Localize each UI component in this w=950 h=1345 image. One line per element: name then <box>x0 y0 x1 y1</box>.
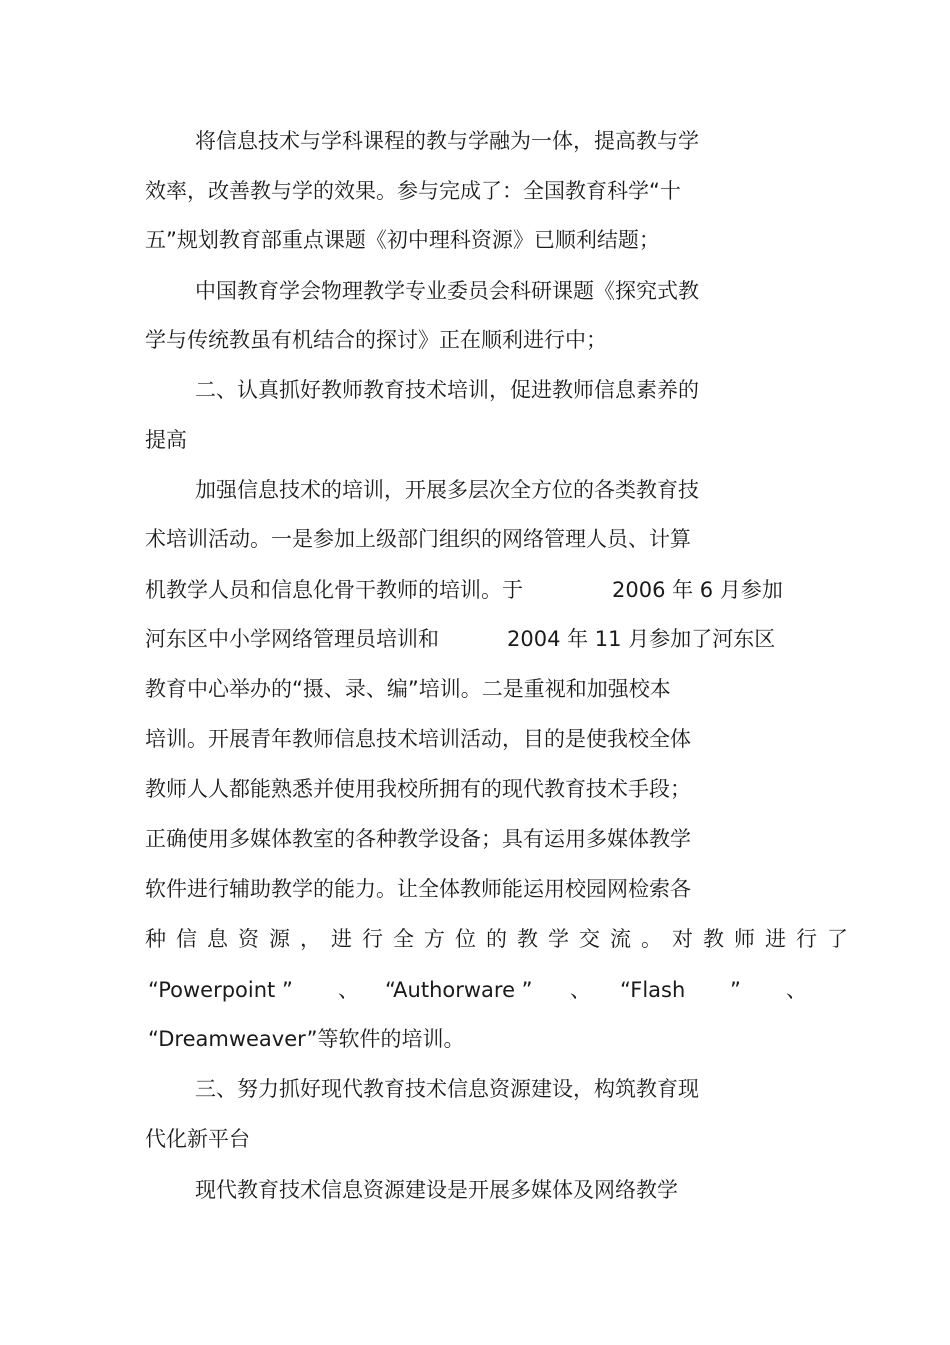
separator: 、 <box>338 978 359 1002</box>
text-line: 五”规划教育部重点课题《初中理科资源》已顺利结题； <box>145 228 660 252</box>
software-powerpoint: “Powerpoint ” <box>148 978 293 1002</box>
section-heading: 三、努力抓好现代教育技术信息资源建设，构筑教育现 <box>195 1077 699 1101</box>
section-heading-cont: 代化新平台 <box>145 1127 250 1151</box>
text-line: 中国教育学会物理教学专业委员会科研课题《探究式教 <box>195 279 699 303</box>
text-line: 学与传统教虽有机结合的探讨》正在顺利进行中； <box>145 328 607 352</box>
software-flash: “Flash <box>620 978 686 1002</box>
text-line: 效率，改善教与学的效果。参与完成了：全国教育科学“十 <box>145 179 681 203</box>
section-heading: 二、认真抓好教师教育技术培训，促进教师信息素养的 <box>195 378 699 402</box>
text-line: 河东区中小学网络管理员培训和 <box>145 627 439 651</box>
text-line: 正确使用多媒体教室的各种教学设备；具有运用多媒体教学 <box>145 827 691 851</box>
text-line: 培训。开展青年教师信息技术培训活动，目的是使我校全体 <box>145 727 691 751</box>
text-line: 软件进行辅助教学的能力。让全体教师能运用校园网检索各 <box>145 877 691 901</box>
text-line-date: 2004 年 11 月参加了河东区 <box>507 627 776 651</box>
text-line: 现代教育技术信息资源建设是开展多媒体及网络教学 <box>195 1178 678 1202</box>
text-line: 机教学人员和信息化骨干教师的培训。于 <box>145 578 523 602</box>
text-line: 教师人人都能熟悉并使用我校所拥有的现代教育技术手段； <box>145 777 691 801</box>
separator: 、 <box>786 978 807 1002</box>
separator: 、 <box>570 978 591 1002</box>
software-dreamweaver: “Dreamweaver”等软件的培训。 <box>148 1027 465 1051</box>
text-line: 教育中心举办的“摄、录、编”培训。二是重视和加强校本 <box>145 677 671 701</box>
software-authorware: “Authorware ” <box>385 978 533 1002</box>
text-line: 加强信息技术的培训，开展多层次全方位的各类教育技 <box>195 478 699 502</box>
text-line: 术培训活动。一是参加上级部门组织的网络管理人员、计算 <box>145 527 691 551</box>
text-line: 将信息技术与学科课程的教与学融为一体，提高教与学 <box>195 129 699 153</box>
quote-mark: ” <box>730 978 741 1002</box>
text-line-date: 2006 年 6 月参加 <box>612 578 783 602</box>
text-line: 种信息资源，进行全方位的教学交流。对教师进行了 <box>145 927 858 951</box>
section-heading-cont: 提高 <box>145 428 187 452</box>
